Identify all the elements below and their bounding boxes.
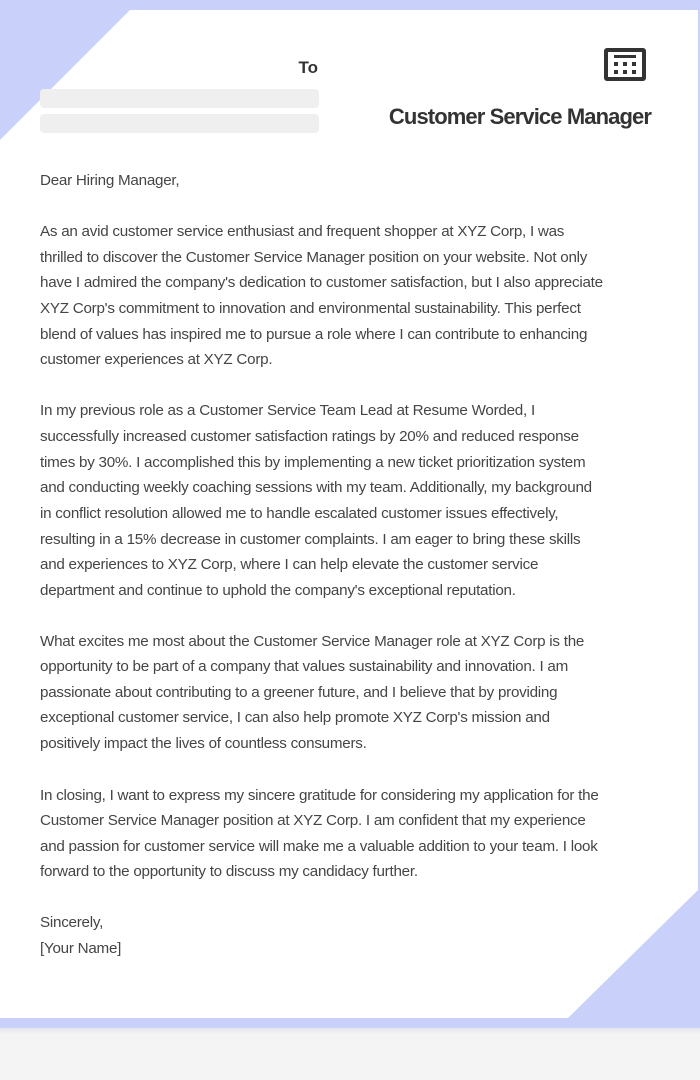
keypad-dot [614, 70, 618, 74]
paragraph-line: forward to the opportunity to discuss my candidacy further. [40, 863, 418, 880]
paragraph-line: have I admired the company's dedication to customer satisfaction, but I also appreciate [40, 274, 603, 291]
paragraph-line: opportunity to be part of a company that values sustainability and innovation. I am [40, 658, 569, 675]
paragraph-line: In my previous role as a Customer Service Team Lead at Resume Worded, I [40, 402, 535, 419]
job-title-heading: Customer Service Manager [388, 104, 651, 129]
keypad-dot [623, 70, 627, 74]
paragraph-line: As an avid customer service enthusiast and frequent shopper at XYZ Corp, I was [40, 223, 565, 240]
paragraph-line: department and continue to uphold the company's exceptional reputation. [40, 582, 516, 599]
keypad-dot [632, 70, 636, 74]
paragraph-line: positively impact the lives of countless consumers. [40, 735, 367, 752]
paragraph-line: Customer Service Manager position at XYZ Corp. I am confident that my experience [40, 812, 586, 829]
paragraph-line: thrilled to discover the Customer Service Manager position on your website. Not only [40, 249, 588, 266]
closing: Sincerely, [40, 914, 104, 931]
paragraph-line: blend of values has inspired me to pursue a role where I can contribute to enhancing [40, 326, 588, 343]
paragraph-line: customer experiences at XYZ Corp. [40, 351, 273, 368]
paragraph-line: in conflict resolution allowed me to handle escalated customer issues effectively, [40, 505, 559, 522]
keypad-icon [604, 48, 646, 81]
paragraph-line: resulting in a 15% decrease in customer complaints. I am eager to bring these skills [40, 531, 581, 548]
paragraph-line: In closing, I want to express my sincere gratitude for considering my application for the [40, 787, 599, 804]
signature-name: [Your Name] [40, 940, 122, 957]
paragraph-line: and passion for customer service will make me a valuable addition to your team. I look [40, 838, 598, 855]
paragraph-line: What excites me most about the Customer Service Manager role at XYZ Corp is the [40, 633, 585, 650]
paragraph-line: times by 30%. I accomplished this by implementing a new ticket prioritization system [40, 454, 586, 471]
keypad-dot [614, 62, 618, 66]
greeting: Dear Hiring Manager, [40, 172, 180, 189]
to-label: To [298, 58, 318, 77]
paragraph-line: passionate about contributing to a greener future, and I believe that by providing [40, 684, 558, 701]
paragraph-line: and experiences to XYZ Corp, where I can help elevate the customer service [40, 556, 539, 573]
paragraph-line: and conducting weekly coaching sessions with my team. Additionally, my background [40, 479, 592, 496]
paragraph-line: successfully increased customer satisfaction ratings by 20% and reduced response [40, 428, 579, 445]
paragraph-line: exceptional customer service, I can also help promote XYZ Corp's mission and [40, 709, 550, 726]
paragraph-line: XYZ Corp's commitment to innovation and environmental sustainability. This perfect [40, 300, 581, 317]
page-shadow [0, 1028, 700, 1034]
recipient-address-placeholder [40, 114, 319, 133]
recipient-name-placeholder [40, 89, 319, 108]
keypad-display-bar [614, 55, 636, 58]
keypad-dot [623, 62, 627, 66]
keypad-dot [632, 62, 636, 66]
